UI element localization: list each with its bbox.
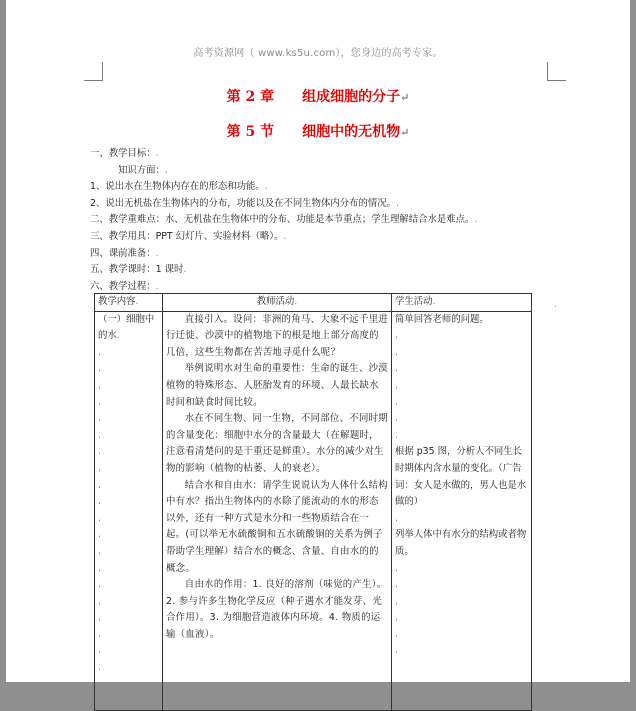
lesson-plan-table [94, 293, 532, 711]
chapter-number: 第 2 章 [226, 89, 275, 105]
chapter-title [6, 86, 630, 106]
crop-mark-top-left [84, 62, 103, 81]
outline-line: 六、教学过程：. [90, 280, 159, 292]
document-page [6, 0, 630, 707]
table-row [95, 311, 532, 710]
teacher-paragraph: 直接引入。设问：非洲的角马、大象不远千里进行迁徙、沙漠中的植物地下的根是地上部分高度的几倍，这些生物都在苦苦地寻觅什么呢？ [166, 313, 388, 358]
paragraph-mark-icon: ↵ [400, 91, 410, 104]
page-header: 高考资源网（ www.ks5u.com），您身边的高考专家。 [193, 48, 443, 59]
paragraph-mark-icon: ↵ [400, 126, 410, 139]
lesson-outline [90, 146, 610, 295]
outline-line: 知识方面：. [118, 164, 168, 176]
teacher-paragraph: 自由水的作用：1. 良好的溶剂（味觉的产生）。2. 参与许多生物化学反应（种子遇水才能发芽、光合作用）。3. 为细胞营造液体内环境。4. 物质的运输（血液）。 [166, 579, 387, 640]
teacher-paragraph: 结合水和自由水：请学生说说认为人体什么结构中有水？指出生物体内的水除了能流动的水的形态以外，还有一种方式是水分和一些物质结合在一起。(可以举无水硫酸铜和五水硫酸铜的关系为例子帮助学生理解）结合水的概念、含量、自由水的的概念。 [166, 479, 388, 574]
row-end-mark: . [554, 300, 557, 310]
header-cell-student: 学生活动. [392, 294, 532, 312]
teacher-paragraph: 水在不同生物、同一生物，不同部位、不同时期的含量变化：细胞中水分的含量最大（在解题时，注意看清楚问的是干重还是鲜重）。水分的减少对生物的影响（植物的枯萎、人的衰老）。 [166, 413, 388, 474]
section-title [6, 121, 630, 141]
teacher-activity-cell [163, 311, 392, 710]
student-activity-cell: 简单回答老师的问题。 . . . . . . . 根据 p35 图，分析人不同生长时期体内含水量的变化。（广告词：女人是水做的，男人也是水做的） . 列举人体中有水分的结构或者物质。 . . . . . . [392, 311, 532, 710]
outline-line: 1、说出水在生物体内存在的形态和功能。. [90, 181, 268, 193]
section-number: 第 5 节 [226, 124, 275, 140]
content-label: （一）细胞中的水 [98, 313, 155, 342]
student-paragraph: 简单回答老师的问题。 [395, 313, 489, 325]
student-paragraph: 列举人体中有水分的结构或者物质。 [395, 529, 527, 557]
header-cell-teacher: 教师活动. [163, 294, 392, 312]
outline-line: 五、教学课时：1 课时. [90, 264, 187, 276]
outline-line: 一、教学目标：. [90, 148, 159, 159]
student-paragraph: 根据 p35 图，分析人不同生长时期体内含水量的变化。（广告词：女人是水做的，男人也是水做的） [395, 446, 527, 508]
header-cell-content: 教学内容. [95, 294, 163, 312]
section-name: 细胞中的无机物 [302, 124, 401, 140]
crop-mark-top-right [547, 62, 566, 81]
teacher-paragraph: 举例说明水对生命的重要性：生命的诞生、沙漠植物的特殊形态、人胚胎发育的环境、人最长缺水时间和缺食时间比较。 [166, 363, 388, 408]
content-cell: （一）细胞中的水. . . . . . . . . . . . . . . . . . . . . . . [95, 311, 163, 710]
chapter-name: 组成细胞的分子 [302, 89, 401, 105]
table-header-row [95, 294, 532, 312]
outline-line: 二、教学重难点：水、无机盐在生物体中的分布、功能是本节重点；学生理解结合水是难点。. [90, 214, 478, 226]
outline-line: 2、说出无机盐在生物体内的分布，功能以及在不同生物体内分布的情况。. [90, 197, 399, 209]
outline-line: 四、课前准备：. [90, 247, 159, 259]
outline-line: 三、教学用具：PPT 幻灯片、实验材料（略）。. [90, 230, 287, 242]
